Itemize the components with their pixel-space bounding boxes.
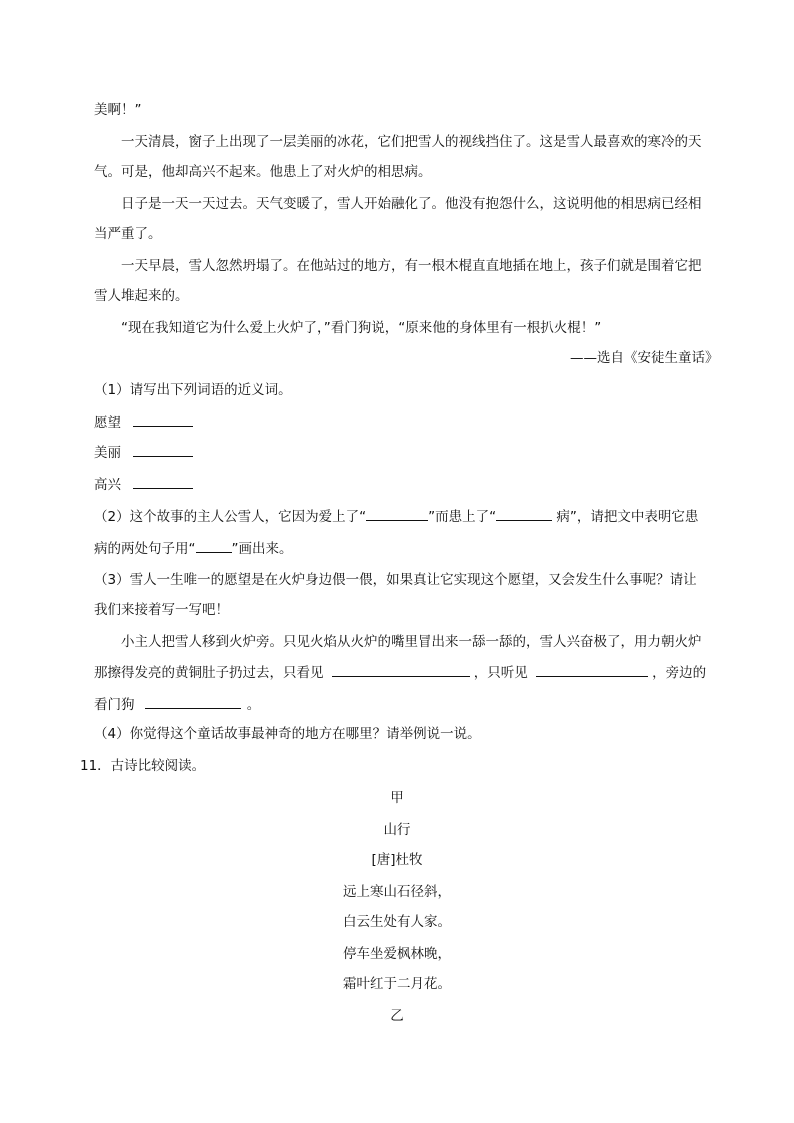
q1-word-row — [94, 474, 193, 495]
q1-word-row — [94, 412, 193, 433]
q2-text: 病”，请把文中表明它患 — [552, 509, 699, 525]
poem-label-a: 甲 — [390, 790, 404, 806]
question-3: （3）雪人一生唯一的愿望是在火炉身边偎一偎，如果真让它实现这个愿望，又会发生什么事呢？请让 — [94, 572, 697, 588]
q3-text: ，旁边的 — [652, 665, 707, 681]
q3-story-text — [94, 694, 260, 715]
poem-line: 停车坐爱枫林晚， — [343, 946, 451, 962]
poem-line: 远上寒山石径斜， — [343, 884, 451, 900]
question-11-title: 11．古诗比较阅读。 — [80, 758, 206, 774]
answer-blank[interactable] — [145, 694, 241, 709]
story-text: “现在我知道它为什么爱上火炉了，”看门狗说，“原来他的身体里有一根扒火棍！” — [121, 320, 602, 336]
story-text: 日子是一天一天过去。天气变暖了，雪人开始融化了。他没有抱怨什么，这说明他的相思病已经相 — [121, 196, 702, 212]
q2-text: 病的两处句子用“ — [94, 541, 196, 557]
poem-line: 霜叶红于二月花。 — [343, 976, 451, 992]
story-text: 气。可是，他却高兴不起来。他患上了对火炉的相思病。 — [94, 164, 432, 180]
q1-word: 愿望 — [94, 415, 121, 431]
q3-text: ，只听见 — [473, 665, 528, 681]
q1-word: 高兴 — [94, 477, 121, 493]
q3-story-text — [94, 662, 706, 683]
answer-blank[interactable] — [366, 506, 428, 521]
story-text: 美啊！” — [94, 102, 142, 118]
poem-title: 山行 — [383, 822, 411, 838]
question-2 — [94, 506, 698, 527]
q3-text: 。 — [246, 697, 261, 713]
source-citation: ——选自《安徒生童话》 — [570, 350, 719, 366]
q2-text: ”画出来。 — [231, 541, 293, 557]
q3-text: 看门狗 — [94, 697, 135, 713]
story-text: 一天清晨，窗子上出现了一层美丽的冰花，它们把雪人的视线挡住了。这是雪人最喜欢的寒冷的天 — [121, 134, 702, 150]
story-text: 当严重了。 — [94, 226, 162, 242]
story-text: 雪人堆起来的。 — [94, 288, 189, 304]
answer-blank[interactable] — [496, 506, 552, 521]
q3-story-text: 小主人把雪人移到火炉旁。只见火焰从火炉的嘴里冒出来一舔一舔的，雪人兴奋极了，用力朝火炉 — [121, 634, 702, 650]
poem-author: [唐]杜牧 — [371, 852, 423, 868]
poem-label-b: 乙 — [390, 1008, 404, 1024]
q2-text: ”而患上了“ — [428, 509, 497, 525]
answer-blank[interactable] — [133, 474, 193, 489]
question-4: （4）你觉得这个童话故事最神奇的地方在哪里？请举例说一说。 — [94, 726, 481, 742]
underline-sample — [196, 538, 232, 553]
poem-line: 白云生处有人家。 — [343, 914, 451, 930]
question-1: （1）请写出下列词语的近义词。 — [94, 382, 292, 398]
answer-blank[interactable] — [133, 412, 193, 427]
q2-text: （2）这个故事的主人公雪人，它因为爱上了“ — [94, 509, 367, 525]
answer-blank[interactable] — [133, 442, 193, 457]
q3-text: 那擦得发亮的黄铜肚子扔过去，只看见 — [94, 665, 324, 681]
answer-blank[interactable] — [536, 662, 648, 677]
question-2-cont — [94, 538, 293, 559]
story-text: 一天早晨，雪人忽然坍塌了。在他站过的地方，有一根木棍直直地插在地上，孩子们就是围着它把 — [121, 258, 702, 274]
q1-word-row — [94, 442, 193, 463]
question-3-cont: 我们来接着写一写吧！ — [94, 602, 229, 618]
q1-word: 美丽 — [94, 445, 121, 461]
answer-blank[interactable] — [332, 662, 470, 677]
